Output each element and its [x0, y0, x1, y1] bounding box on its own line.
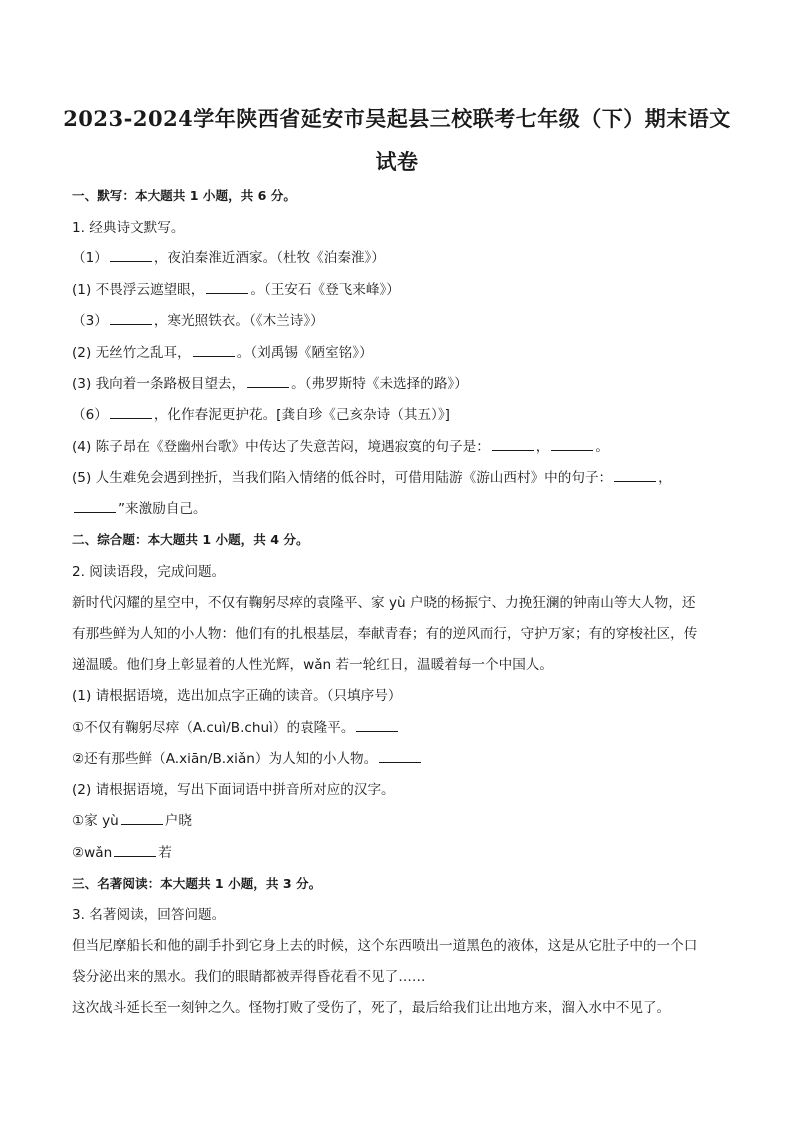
q2-paragraph-line-1: 新时代闪耀的星空中，不仅有鞠躬尽瘁的袁隆平、家 yù 户晓的杨振宁、力挽狂澜的钟南山等大人物，还 [72, 595, 696, 611]
section-2-heading: 二、综合题：本大题共 1 小题，共 4 分。 [72, 532, 309, 547]
answer-blank [206, 280, 248, 294]
q3-stem: 3. 名著阅读，回答问题。 [72, 907, 226, 923]
answer-blank [74, 499, 116, 513]
answer-blank [247, 374, 289, 388]
section-1-heading: 一、默写：本大题共 1 小题，共 6 分。 [72, 188, 296, 203]
q2-sub-1: (1) 请根据语境，选出加点字正确的读音。（只填序号） [72, 688, 402, 704]
q1-item-4: (2) 无丝竹之乱耳， 。（刘禹锡《陋室铭》） [72, 345, 373, 361]
q1-item-7: (4) 陈子昂在《登幽州台歌》中传达了失意苦闷，境遇寂寞的句子是： ， 。 [72, 439, 609, 455]
q2-sub-2-a: ①家 yù 户晓 [72, 813, 192, 829]
q1-item-6: （6） ，化作春泥更护花。[龚自珍《己亥杂诗（其五）》] [72, 407, 450, 423]
q1-item-1: （1） ，夜泊秦淮近酒家。（杜牧《泊秦淮》） [72, 250, 385, 266]
answer-blank [379, 749, 421, 763]
answer-blank [551, 437, 593, 451]
document-title-line-2: 试卷 [375, 149, 419, 174]
answer-blank [110, 311, 152, 325]
answer-blank [121, 811, 163, 825]
q2-sub-2: (2) 请根据语境，写出下面词语中拼音所对应的汉字。 [72, 782, 395, 798]
q3-excerpt-line-3: 这次战斗延长至一刻钟之久。怪物打败了受伤了，死了，最后给我们让出地方来，溜入水中不见了。 [72, 1000, 671, 1016]
answer-blank [193, 343, 235, 357]
q2-sub-1-b: ②还有那些鲜（A.xiān/B.xiǎn）为人知的小人物。 [72, 749, 732, 769]
answer-blank [110, 405, 152, 419]
q1-item-8: (5) 人生难免会遇到挫折，当我们陷入情绪的低谷时，可借用陆游《游山西村》中的句子： ， [72, 470, 672, 486]
q2-sub-1-a: ①不仅有鞠躬尽瘁（A.cuì/B.chuì）的袁隆平。 [72, 718, 732, 738]
q1-item-2: (1) 不畏浮云遮望眼， 。（王安石《登飞来峰》） [72, 282, 400, 298]
q1-item-8-cont: ”来激励自己。 [72, 499, 732, 519]
q1-item-5: (3) 我向着一条路极目望去， 。（弗罗斯特《未选择的路》） [72, 376, 468, 392]
document-title-line-1: 2023-2024学年陕西省延安市吴起县三校联考七年级（下）期末语文 [63, 106, 731, 131]
answer-blank [492, 437, 534, 451]
q2-paragraph-line-2: 有那些鲜为人知的小人物：他们有的扎根基层，奉献青春；有的逆风而行，守护万家；有的穿梭社区，传 [72, 626, 698, 642]
q2-stem: 2. 阅读语段，完成问题。 [72, 564, 226, 580]
answer-blank [356, 718, 398, 732]
q2-sub-2-b: ②wǎn 若 [72, 845, 172, 861]
section-3-heading: 三、名著阅读：本大题共 1 小题，共 3 分。 [72, 876, 322, 891]
q2-paragraph-line-3: 递温暖。他们身上彰显着的人性光辉，wǎn 若一轮红日，温暖着每一个中国人。 [72, 657, 553, 673]
q3-excerpt-line-2: 袋分泌出来的黑水。我们的眼睛都被弄得昏花看不见了…… [72, 969, 426, 985]
q1-stem: 1. 经典诗文默写。 [72, 220, 185, 236]
answer-blank [614, 468, 656, 482]
answer-blank [114, 843, 156, 857]
q3-excerpt-line-1: 但当尼摩船长和他的副手扑到它身上去的时候，这个东西喷出一道黑色的液体，这是从它肚子中的一个口 [72, 938, 698, 954]
q1-item-3: （3） ，寒光照铁衣。（《木兰诗》） [72, 313, 324, 329]
answer-blank [110, 248, 152, 262]
